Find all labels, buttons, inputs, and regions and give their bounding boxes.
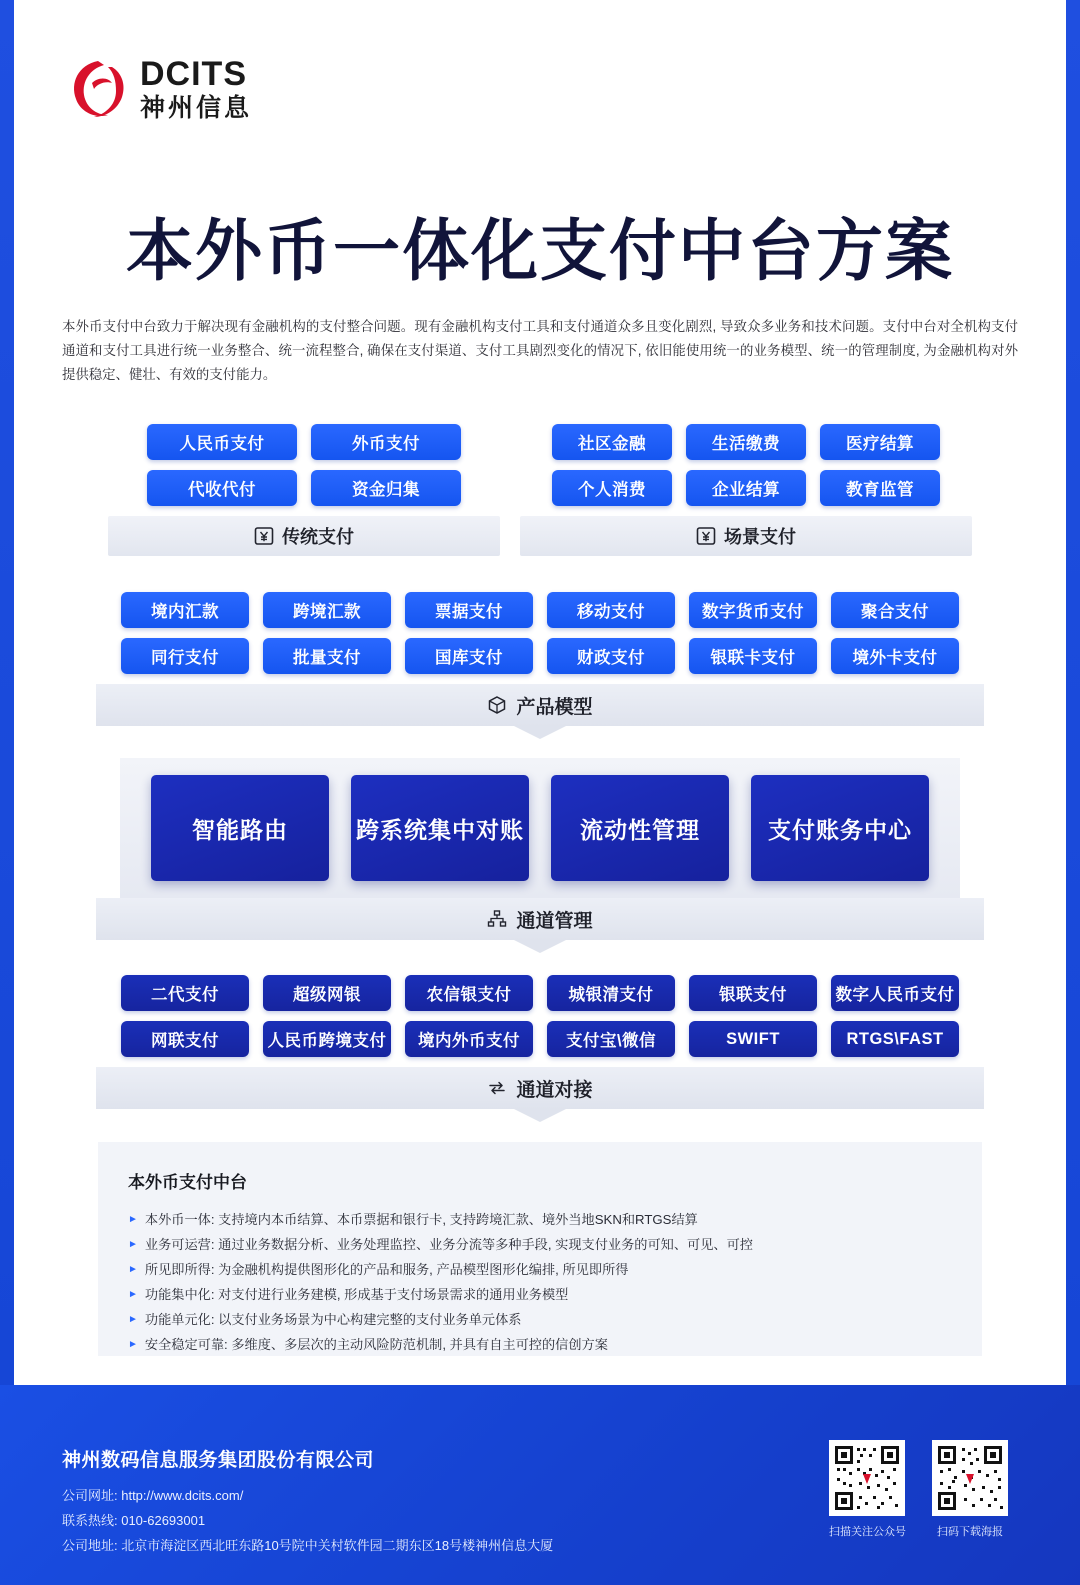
chip-item[interactable]: RTGS\FAST bbox=[831, 1021, 959, 1057]
feature-item bbox=[128, 1207, 952, 1232]
band-shelf-channel-management bbox=[96, 898, 984, 940]
chip-item[interactable]: 社区金融 bbox=[552, 424, 672, 460]
footer-contact-block bbox=[62, 1483, 553, 1558]
core-platform-stage bbox=[120, 758, 960, 898]
brand-name-en: DCITS bbox=[140, 55, 247, 93]
feature-item-text: 业务可运营: 通过业务数据分析、业务处理监控、业务分流等多种手段, 实现支付业务的可知、可见、可控 bbox=[144, 1237, 753, 1252]
chip-item[interactable]: 教育监管 bbox=[820, 470, 940, 506]
feature-item bbox=[128, 1257, 952, 1282]
exchange-arrows-icon bbox=[487, 1078, 507, 1098]
chip-item[interactable]: 聚合支付 bbox=[831, 592, 959, 628]
bullet-icon: ► bbox=[128, 1264, 138, 1275]
feature-item-text: 安全稳定可靠: 多维度、多层次的主动风险防范机制, 并具有自主可控的信创方案 bbox=[144, 1337, 608, 1352]
chip-item[interactable]: 支付宝\微信 bbox=[547, 1021, 675, 1057]
chip-item[interactable]: 医疗结算 bbox=[820, 424, 940, 460]
chip-item[interactable]: 超级网银 bbox=[263, 975, 391, 1011]
core-module[interactable]: 智能路由 bbox=[151, 775, 329, 881]
qr-code-image bbox=[932, 1440, 1008, 1516]
brand-logo bbox=[68, 56, 252, 122]
chip-row bbox=[520, 470, 972, 506]
qr-caption: 扫描关注公众号 bbox=[829, 1526, 906, 1538]
chip-item[interactable]: 银联卡支付 bbox=[689, 638, 817, 674]
group-shelf-text: 场景支付 bbox=[724, 527, 796, 547]
band-shelf-text: 产品模型 bbox=[516, 696, 593, 718]
chip-item[interactable]: 个人消费 bbox=[552, 470, 672, 506]
qr-caption: 扫码下载海报 bbox=[937, 1526, 1003, 1538]
core-module[interactable]: 支付账务中心 bbox=[751, 775, 929, 881]
feature-item bbox=[128, 1307, 952, 1332]
qr-item bbox=[829, 1440, 906, 1539]
chip-item[interactable]: 境内汇款 bbox=[121, 592, 249, 628]
chip-item[interactable]: 国库支付 bbox=[405, 638, 533, 674]
qr-item bbox=[932, 1440, 1008, 1539]
feature-item-text: 本外币一体: 支持境内本币结算、本币票据和银行卡, 支持跨境汇款、境外当地SKN和RTGS结算 bbox=[144, 1212, 698, 1227]
group-product-model bbox=[96, 592, 984, 726]
core-module[interactable]: 跨系统集中对账 bbox=[351, 775, 529, 881]
org-chart-icon bbox=[487, 909, 507, 929]
band-shelf-text: 通道对接 bbox=[516, 1079, 593, 1101]
chip-item[interactable]: 银联支付 bbox=[689, 975, 817, 1011]
bullet-icon: ► bbox=[128, 1314, 138, 1325]
group-channel-management bbox=[96, 898, 984, 940]
group-traditional-payment bbox=[108, 424, 500, 556]
group-shelf-label bbox=[108, 516, 500, 556]
brand-text bbox=[140, 56, 252, 122]
chip-item[interactable]: 同行支付 bbox=[121, 638, 249, 674]
group-shelf-text: 传统支付 bbox=[282, 527, 354, 547]
group-shelf bbox=[108, 516, 500, 556]
footer-qr-group bbox=[829, 1440, 1008, 1539]
chip-item[interactable]: 农信银支付 bbox=[405, 975, 533, 1011]
chip-row bbox=[96, 975, 984, 1011]
chip-item[interactable]: 资金归集 bbox=[311, 470, 461, 506]
feature-item bbox=[128, 1232, 952, 1257]
feature-card-title: 本外币支付中台 bbox=[128, 1173, 247, 1192]
bullet-icon: ► bbox=[128, 1339, 138, 1350]
footer-hotline: 联系热线: 010-62693001 bbox=[62, 1513, 206, 1528]
chip-item[interactable]: 移动支付 bbox=[547, 592, 675, 628]
chip-item[interactable]: SWIFT bbox=[689, 1021, 817, 1057]
feature-item bbox=[128, 1332, 952, 1357]
chip-item[interactable]: 数字人民币支付 bbox=[831, 975, 959, 1011]
yen-badge-icon bbox=[254, 526, 274, 546]
group-shelf bbox=[520, 516, 972, 556]
chip-item[interactable]: 代收代付 bbox=[147, 470, 297, 506]
bullet-icon: ► bbox=[128, 1239, 138, 1250]
chip-item[interactable]: 人民币跨境支付 bbox=[263, 1021, 391, 1057]
dcits-swirl-logo-icon bbox=[68, 57, 130, 121]
intro-paragraph: 本外币支付中台致力于解决现有金融机构的支付整合问题。现有金融机构支付工具和支付通道众多且变化剧烈, 导致众多业务和技术问题。支付中台对全机构支付通道和支付工具进行统一业务整合、统一流程整合, 确保在支付渠道、支付工具剧烈变化的情况下, 依旧能使用统一的业务模型、统一的管理制度, 为金融机构对外提供稳定、健壮、有效的支付能力。 bbox=[62, 319, 1018, 382]
chip-item[interactable]: 人民币支付 bbox=[147, 424, 297, 460]
chip-item[interactable]: 二代支付 bbox=[121, 975, 249, 1011]
bullet-icon: ► bbox=[128, 1289, 138, 1300]
band-shelf-text: 通道管理 bbox=[516, 910, 593, 932]
yen-badge-icon bbox=[696, 526, 716, 546]
chip-item[interactable]: 生活缴费 bbox=[686, 424, 806, 460]
chip-item[interactable]: 批量支付 bbox=[263, 638, 391, 674]
feature-item-text: 功能单元化: 以支付业务场景为中心构建完整的支付业务单元体系 bbox=[144, 1312, 522, 1327]
feature-card bbox=[98, 1142, 982, 1356]
footer-company-name: 神州数码信息服务集团股份有限公司 bbox=[62, 1450, 375, 1471]
footer bbox=[0, 1385, 1080, 1585]
chip-item[interactable]: 外币支付 bbox=[311, 424, 461, 460]
chip-row bbox=[96, 1021, 984, 1057]
band-shelf-channel-docking bbox=[96, 1067, 984, 1109]
chip-item[interactable]: 境外卡支付 bbox=[831, 638, 959, 674]
footer-address: 公司地址: 北京市海淀区西北旺东路10号院中关村软件园二期东区18号楼神州信息大厦 bbox=[62, 1538, 554, 1553]
chip-row bbox=[108, 424, 500, 460]
chip-item[interactable]: 境内外币支付 bbox=[405, 1021, 533, 1057]
chip-row bbox=[96, 592, 984, 628]
cube-icon bbox=[487, 695, 507, 715]
chip-item[interactable]: 数字货币支付 bbox=[689, 592, 817, 628]
group-scenario-payment bbox=[520, 424, 972, 556]
group-channel-docking bbox=[96, 975, 984, 1109]
chip-row bbox=[96, 638, 984, 674]
group-shelf-label bbox=[520, 516, 972, 556]
band-shelf-product-model bbox=[96, 684, 984, 726]
page-title: 本外币一体化支付中台方案 bbox=[126, 214, 954, 289]
chip-row bbox=[108, 470, 500, 506]
footer-website[interactable]: 公司网址: http://www.dcits.com/ bbox=[62, 1488, 244, 1503]
chip-item[interactable]: 跨境汇款 bbox=[263, 592, 391, 628]
core-module[interactable]: 流动性管理 bbox=[551, 775, 729, 881]
chip-item[interactable]: 票据支付 bbox=[405, 592, 533, 628]
chip-item[interactable]: 城银清支付 bbox=[547, 975, 675, 1011]
chip-item[interactable]: 财政支付 bbox=[547, 638, 675, 674]
chip-row bbox=[520, 424, 972, 460]
feature-item-text: 功能集中化: 对支付进行业务建模, 形成基于支付场景需求的通用业务模型 bbox=[144, 1287, 569, 1302]
chip-item[interactable]: 企业结算 bbox=[686, 470, 806, 506]
feature-item bbox=[128, 1282, 952, 1307]
bullet-icon: ► bbox=[128, 1214, 138, 1225]
brand-name-cn: 神州信息 bbox=[140, 94, 253, 122]
feature-item-text: 所见即所得: 为金融机构提供图形化的产品和服务, 产品模型图形化编排, 所见即所得 bbox=[144, 1262, 629, 1277]
qr-code-image bbox=[829, 1440, 905, 1516]
chip-item[interactable]: 网联支付 bbox=[121, 1021, 249, 1057]
